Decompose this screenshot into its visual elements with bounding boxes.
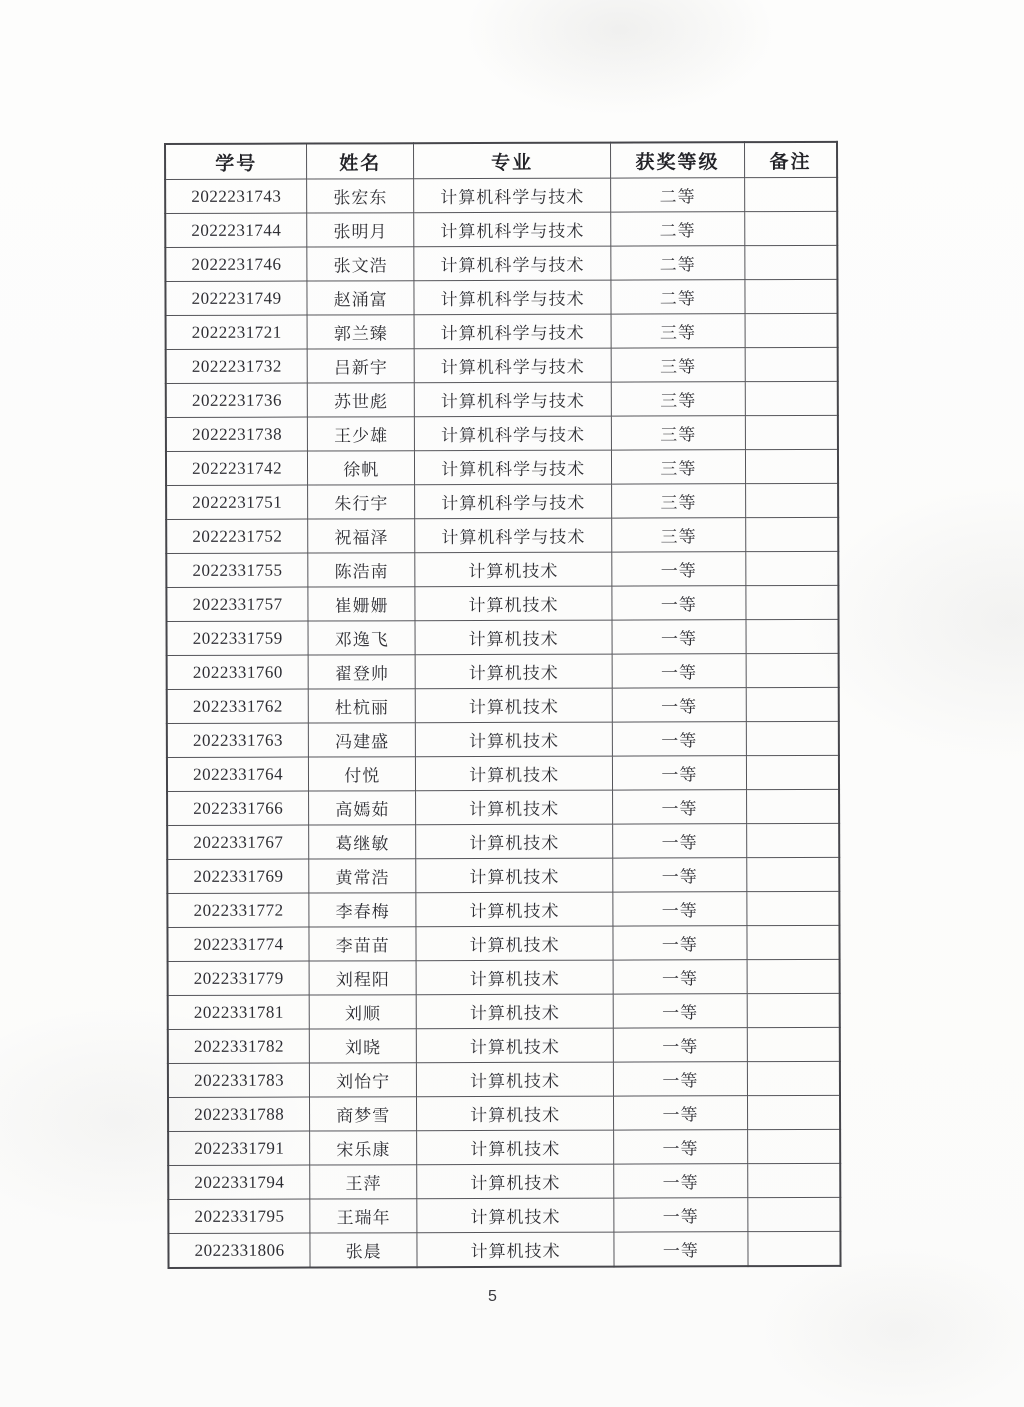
cell-award-level: 一等	[612, 552, 746, 586]
cell-major: 计算机科学与技术	[414, 314, 611, 349]
cell-remark	[746, 823, 839, 857]
cell-award-level: 一等	[613, 858, 747, 892]
table-row	[168, 1129, 840, 1165]
table-row	[166, 551, 838, 587]
cell-remark	[746, 857, 839, 891]
table-row	[165, 245, 837, 281]
cell-name: 郭兰臻	[307, 315, 414, 349]
cell-name: 李苗苗	[309, 927, 416, 961]
cell-student-id: 2022331779	[168, 961, 310, 995]
cell-major: 计算机技术	[416, 994, 613, 1029]
table-row	[168, 1095, 840, 1131]
cell-remark	[745, 313, 838, 347]
cell-award-level: 一等	[612, 722, 746, 756]
cell-major: 计算机科学与技术	[415, 518, 612, 553]
cell-remark	[747, 1027, 840, 1061]
cell-name: 翟登帅	[308, 655, 415, 689]
cell-major: 计算机科学与技术	[415, 450, 612, 485]
cell-award-level: 一等	[614, 1198, 748, 1232]
cell-major: 计算机科学与技术	[415, 484, 612, 519]
cell-award-level: 一等	[614, 1232, 748, 1267]
table-row	[165, 279, 837, 315]
cell-major: 计算机技术	[417, 1198, 614, 1233]
table-row	[165, 177, 837, 213]
cell-name: 吕新宇	[307, 349, 414, 383]
cell-student-id: 2022331767	[167, 825, 309, 859]
cell-name: 刘晓	[310, 1029, 417, 1063]
cell-remark	[748, 1197, 841, 1231]
cell-remark	[746, 619, 839, 653]
cell-name: 崔姗姗	[308, 587, 415, 621]
cell-remark	[747, 1061, 840, 1095]
table-row	[168, 1163, 840, 1199]
cell-remark	[747, 993, 840, 1027]
cell-major: 计算机技术	[416, 1028, 613, 1063]
cell-award-level: 一等	[613, 994, 747, 1028]
cell-major: 计算机技术	[415, 722, 612, 757]
cell-remark	[745, 245, 838, 279]
table-row	[168, 993, 840, 1029]
cell-name: 张晨	[310, 1233, 417, 1268]
cell-award-level: 一等	[614, 1130, 748, 1164]
cell-award-level: 三等	[612, 484, 746, 518]
cell-student-id: 2022331782	[168, 1029, 310, 1063]
cell-student-id: 2022231742	[166, 451, 308, 485]
cell-remark	[745, 347, 838, 381]
cell-award-level: 一等	[613, 960, 747, 994]
table-row	[166, 381, 838, 417]
table-header-row	[165, 142, 837, 180]
cell-name: 刘怡宁	[310, 1063, 417, 1097]
cell-remark	[746, 721, 839, 755]
cell-student-id: 2022231749	[165, 281, 307, 315]
cell-remark	[744, 177, 837, 211]
cell-name: 王瑞年	[310, 1199, 417, 1233]
cell-remark	[746, 585, 839, 619]
cell-name: 赵涌富	[307, 281, 414, 315]
cell-award-level: 一等	[612, 756, 746, 790]
cell-remark	[744, 211, 837, 245]
cell-remark	[747, 1163, 840, 1197]
cell-major: 计算机技术	[417, 1164, 614, 1199]
cell-student-id: 2022331791	[168, 1131, 310, 1165]
cell-remark	[745, 381, 838, 415]
cell-award-level: 一等	[613, 892, 747, 926]
cell-major: 计算机科学与技术	[414, 280, 611, 315]
cell-award-level: 三等	[611, 382, 745, 416]
cell-major: 计算机技术	[417, 1232, 614, 1267]
cell-student-id: 2022331772	[167, 893, 309, 927]
cell-name: 刘程阳	[309, 961, 416, 995]
cell-major: 计算机科学与技术	[414, 246, 611, 281]
table-row	[168, 1231, 840, 1268]
award-table-container	[164, 141, 842, 1269]
cell-award-level: 一等	[613, 1062, 747, 1096]
cell-student-id: 2022331783	[168, 1063, 310, 1097]
cell-major: 计算机技术	[415, 688, 612, 723]
cell-award-level: 一等	[613, 790, 747, 824]
cell-remark	[747, 891, 840, 925]
cell-major: 计算机科学与技术	[414, 178, 611, 213]
column-header-award-level: 获奖等级	[611, 142, 745, 178]
cell-award-level: 一等	[612, 654, 746, 688]
cell-student-id: 2022231744	[165, 213, 307, 247]
cell-major: 计算机技术	[415, 586, 612, 621]
table-row	[167, 687, 839, 723]
cell-award-level: 一等	[613, 824, 747, 858]
cell-major: 计算机技术	[417, 1062, 614, 1097]
table-row	[167, 891, 839, 927]
cell-remark	[748, 1231, 841, 1266]
cell-major: 计算机技术	[416, 960, 613, 995]
cell-student-id: 2022331764	[167, 757, 309, 791]
cell-student-id: 2022231746	[165, 247, 307, 281]
cell-name: 李春梅	[309, 893, 416, 927]
cell-student-id: 2022331760	[167, 655, 309, 689]
cell-award-level: 二等	[611, 280, 745, 314]
table-row	[166, 313, 838, 349]
cell-name: 邓逸飞	[308, 621, 415, 655]
cell-major: 计算机科学与技术	[414, 212, 611, 247]
cell-award-level: 三等	[612, 518, 746, 552]
cell-award-level: 一等	[614, 1164, 748, 1198]
cell-student-id: 2022331781	[168, 995, 310, 1029]
cell-award-level: 三等	[611, 416, 745, 450]
cell-major: 计算机技术	[417, 1130, 614, 1165]
cell-major: 计算机技术	[415, 620, 612, 655]
cell-name: 朱行宇	[308, 485, 415, 519]
cell-student-id: 2022331774	[167, 927, 309, 961]
award-table	[164, 141, 842, 1269]
cell-remark	[746, 687, 839, 721]
page-number: 5	[488, 1288, 497, 1305]
cell-student-id: 2022331806	[168, 1233, 310, 1268]
cell-award-level: 一等	[612, 586, 746, 620]
table-row	[166, 347, 838, 383]
table-row	[168, 1197, 840, 1233]
cell-name: 黄常浩	[309, 859, 416, 893]
cell-remark	[745, 449, 838, 483]
cell-remark	[745, 415, 838, 449]
cell-major: 计算机技术	[415, 654, 612, 689]
cell-student-id: 2022231743	[165, 179, 307, 213]
cell-award-level: 三等	[611, 314, 745, 348]
cell-major: 计算机科学与技术	[414, 348, 611, 383]
column-header-major: 专业	[414, 143, 611, 179]
cell-name: 王少雄	[308, 417, 415, 451]
cell-student-id: 2022231736	[166, 383, 308, 417]
cell-award-level: 三等	[611, 348, 745, 382]
cell-remark	[745, 279, 838, 313]
cell-award-level: 一等	[613, 926, 747, 960]
table-row	[167, 755, 839, 791]
cell-major: 计算机技术	[416, 756, 613, 791]
cell-student-id: 2022331788	[168, 1097, 310, 1131]
cell-student-id: 2022331757	[166, 587, 308, 621]
cell-name: 商梦雪	[310, 1097, 417, 1131]
cell-remark	[747, 959, 840, 993]
cell-major: 计算机技术	[416, 824, 613, 859]
column-header-remark: 备注	[744, 142, 837, 178]
cell-name: 冯建盛	[309, 723, 416, 757]
table-row	[167, 925, 839, 961]
table-row	[167, 721, 839, 757]
cell-student-id: 2022331763	[167, 723, 309, 757]
cell-major: 计算机技术	[416, 926, 613, 961]
cell-name: 刘顺	[309, 995, 416, 1029]
table-row	[167, 789, 839, 825]
cell-name: 杜杭丽	[308, 689, 415, 723]
cell-major: 计算机技术	[415, 552, 612, 587]
table-row	[165, 211, 837, 247]
cell-student-id: 2022331755	[166, 553, 308, 587]
cell-major: 计算机技术	[416, 858, 613, 893]
cell-student-id: 2022331759	[167, 621, 309, 655]
cell-award-level: 一等	[613, 1028, 747, 1062]
cell-award-level: 一等	[612, 620, 746, 654]
cell-student-id: 2022331769	[167, 859, 309, 893]
table-row	[167, 653, 839, 689]
cell-student-id: 2022331762	[167, 689, 309, 723]
cell-name: 王萍	[310, 1165, 417, 1199]
cell-name: 陈浩南	[308, 553, 415, 587]
cell-remark	[747, 925, 840, 959]
cell-major: 计算机科学与技术	[414, 416, 611, 451]
table-row	[167, 619, 839, 655]
cell-major: 计算机技术	[417, 1096, 614, 1131]
cell-award-level: 二等	[611, 246, 745, 280]
cell-student-id: 2022331795	[168, 1199, 310, 1233]
cell-name: 张明月	[307, 213, 414, 247]
cell-remark	[746, 653, 839, 687]
table-row	[168, 959, 840, 995]
cell-student-id: 2022231721	[166, 315, 308, 349]
table-row	[167, 823, 839, 859]
column-header-student-id: 学号	[165, 144, 307, 180]
cell-name: 付悦	[309, 757, 416, 791]
table-row	[168, 1061, 840, 1097]
table-row	[166, 483, 838, 519]
cell-remark	[745, 483, 838, 517]
cell-major: 计算机技术	[416, 790, 613, 825]
cell-name: 苏世彪	[308, 383, 415, 417]
cell-student-id: 2022331794	[168, 1165, 310, 1199]
cell-student-id: 2022231751	[166, 485, 308, 519]
cell-student-id: 2022231752	[166, 519, 308, 553]
table-row	[167, 857, 839, 893]
cell-name: 徐帆	[308, 451, 415, 485]
cell-remark	[747, 1129, 840, 1163]
cell-name: 宋乐康	[310, 1131, 417, 1165]
cell-student-id: 2022231738	[166, 417, 308, 451]
cell-name: 祝福泽	[308, 519, 415, 553]
cell-major: 计算机技术	[416, 892, 613, 927]
cell-award-level: 一等	[614, 1096, 748, 1130]
table-row	[166, 517, 838, 553]
cell-student-id: 2022231732	[166, 349, 308, 383]
cell-remark	[747, 1095, 840, 1129]
cell-name: 张文浩	[307, 247, 414, 281]
table-row	[166, 585, 838, 621]
cell-remark	[746, 551, 839, 585]
cell-award-level: 一等	[612, 688, 746, 722]
column-header-name: 姓名	[307, 143, 414, 179]
table-row	[166, 415, 838, 451]
cell-major: 计算机科学与技术	[414, 382, 611, 417]
cell-name: 高嫣茹	[309, 791, 416, 825]
cell-name: 张宏东	[307, 179, 414, 213]
cell-remark	[746, 789, 839, 823]
cell-remark	[745, 517, 838, 551]
table-row	[168, 1027, 840, 1063]
cell-award-level: 三等	[611, 450, 745, 484]
cell-award-level: 二等	[611, 178, 745, 212]
cell-name: 葛继敏	[309, 825, 416, 859]
cell-award-level: 二等	[611, 212, 745, 246]
table-row	[166, 449, 838, 485]
cell-student-id: 2022331766	[167, 791, 309, 825]
cell-remark	[746, 755, 839, 789]
